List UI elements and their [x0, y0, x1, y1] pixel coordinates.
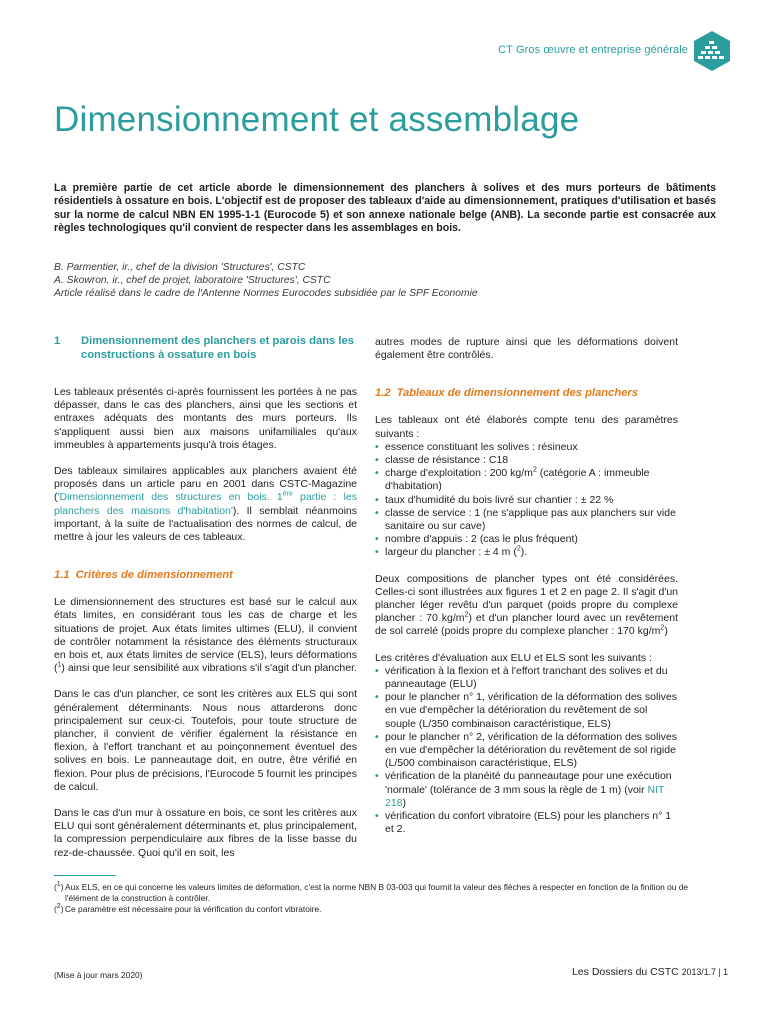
list-item: • nombre d'appuis : 2 (cas le plus fréquent) — [375, 533, 678, 546]
right-column — [375, 336, 678, 850]
footnote-divider — [54, 875, 116, 876]
section-number: 1.2 — [375, 387, 391, 400]
header-category: CT Gros œuvre et entreprise générale — [498, 44, 688, 56]
section-1-1-heading — [54, 568, 357, 582]
update-note: (Mise à jour mars 2020) — [54, 970, 143, 980]
footnote-ref[interactable]: 1 — [57, 661, 62, 669]
stacked-blocks-hexagon-icon — [694, 31, 730, 71]
funding-line: Article réalisé dans le cadre de l'Antenne Normes Eurocodes subsidiée par le SPF Economie — [54, 287, 478, 299]
body-paragraph: Deux compositions de plancher types ont été considérées. Celles-ci sont illustrées aux figures 1 et 2 en page 2. Il s'agit d'un plancher léger revêtu d'un parquet (poids propre du complexe plancher : 70 $kg/m^2$) et d'un plancher lourd avec un revêtement de sol carrelé (poids propre du complexe plancher : 170 $kg/m^2$) — [375, 572, 678, 638]
list-item: • vérification de la planéité du panneautage pour une exécution 'normale' (tolérance de 3 mm sous la règle de 1 m) (voir NIT 218) — [375, 770, 678, 810]
body-paragraph: Les tableaux présentés ci-après fournissent les portées à ne pas dépasser, dans le cas des planchers, ainsi que les sections et entraxes adéquats des montants des murs porteurs. Ils s'appliquent aussi bien aux maisons unifamiliales qu'aux immeubles à appartements jusqu'à trois étages. — [54, 386, 357, 451]
section-number: 1.1 — [54, 569, 70, 582]
list-item: • pour le plancher n° 1, vérification de la déformation des solives en vue d'empêcher la détérioration du revêtement de sol souple (L/350 combinaison caractéristique, ELS) — [375, 691, 678, 731]
intro-paragraph: La première partie de cet article aborde le dimensionnement des planchers à solives et des murs porteurs de bâtiments résidentiels à ossature en bois. L'objectif est de proposer des tableaux d'aide au dimensionnement, pratiques d'utilisation et basés sur la norme de calcul NBN EN 1995-1-1 (Eurocode 5) et son annexe nationale belge (ANB). La seconde partie est consacrée aux règles technologiques qu'il convient de respecter dans les assemblages en bois. — [54, 182, 716, 235]
footnote: ($^1$) Aux ELS, en ce qui concerne les valeurs limites de déformation, c'est la norme NBN B 03-003 qui fournit la valeur des flèches à respecter en fonction de la finition ou de l'élément de la construction à contrôler. — [54, 881, 689, 903]
nit-218-link[interactable]: NIT 218 — [385, 783, 665, 809]
list-item: • classe de service : 1 (ne s'applique pas aux planchers sur vide sanitaire ou sur cave) — [375, 507, 678, 533]
list-item: • vérification du confort vibratoire (ELS) pour les planchers n° 1 et 2. — [375, 810, 678, 836]
section-number: 1 — [54, 335, 61, 347]
footnotes — [54, 882, 714, 915]
section-title: Tableaux de dimensionnement des planchers — [396, 387, 638, 400]
list-item: • vérification à la flexion et à l'effort tranchant des solives et du panneautage (ELU) — [375, 665, 678, 691]
footnote: ($^2$) Ce paramètre est nécessaire pour la vérification du confort vibratoire. — [54, 903, 322, 914]
publication-footer — [572, 966, 728, 978]
section-1-2-heading — [375, 386, 678, 400]
list-item: • pour le plancher n° 2, vérification de la déformation des solives en vue d'empêcher la détérioration du revêtement de sol rigide (L/500 combinaison caractéristique, ELS) — [375, 731, 678, 771]
body-paragraph: Les tableaux ont été élaborés compte tenu des paramètres suivants : — [375, 414, 678, 440]
author-line: B. Parmentier, ir., chef de la division 'Structures', CSTC — [54, 262, 306, 273]
list-item: • largeur du plancher : ± 4 m ($^2$). — [375, 546, 678, 559]
list-item: • essence constituant les solives : résineux — [375, 441, 678, 454]
list-item: • charge d'exploitation : 200 $kg/m^2$ (catégorie A : immeuble d'habitation) — [375, 467, 678, 493]
section-title: Dimensionnement des planchers et parois dans les constructions à ossature en bois — [81, 335, 354, 361]
list-item: • classe de résistance : C18 — [375, 454, 678, 467]
body-paragraph: Dans le cas d'un plancher, ce sont les critères aux ELS qui sont généralement déterminants. Nous nous attarderons donc principalement sur ceux-ci. Toutefois, pour toute structure de plancher, il convient de vérifier également la résistance en flexion, à l'effort tranchant et au poinçonnement éventuel des solives en bois. Le panneautage doit, en outre, être vérifié en flexion. Pour plus de précisions, l'Eurocode 5 fournit les principes de calcul. — [54, 688, 357, 793]
left-column — [54, 334, 357, 860]
section-1-heading — [54, 334, 357, 362]
criteria-list — [375, 665, 678, 837]
list-item: • taux d'humidité du bois livré sur chantier : ± 22 % — [375, 494, 678, 507]
body-paragraph: Le dimensionnement des structures est basé sur le calcul aux états limites, en considérant tous les cas de charge et les situations de projet. Aux états limites ultimes (ELU), il convient de contrôler notamment la résistance des éléments structuraux en bois et, aux états limites de service (ELS), leurs déformations ($^1$) ainsi que leur sensibilité aux vibrations s'il s'agit d'un plancher. — [54, 596, 357, 675]
body-paragraph: Les critères d'évaluation aux ELU et ELS sont les suivants : — [375, 651, 652, 664]
author-line: A. Skowron, ir., chef de projet, laboratoire 'Structures', CSTC — [54, 274, 331, 286]
issue-page-number: 2013/1.7 | 1 — [681, 967, 728, 977]
body-paragraph: Des tableaux similaires applicables aux planchers avaient été proposés dans un article paru en 2001 dans CSTC-Magazine ('Dimensionnement des structures en bois. 1ère partie : les planchers des maisons d'habitation'). Il semblait néanmoins important, à la suite de l'actualisation des normes de calcul, de mettre à jour les valeurs de ces tableaux. — [54, 465, 357, 544]
body-paragraph: Dans le cas d'un mur à ossature en bois, ce sont les critères aux ELU qui sont généralement déterminants et, plus principalement, la compression perpendiculaire aux fibres de la lisse basse du rez-de-chaussée. Quoi qu'il en soit, les — [54, 807, 357, 859]
author-credits — [54, 262, 714, 300]
section-title: Critères de dimensionnement — [75, 569, 233, 582]
footnote-ref[interactable]: 2 — [516, 545, 521, 553]
parameter-list — [375, 441, 678, 560]
publication-name: Les Dossiers du CSTC — [571, 966, 679, 978]
body-paragraph: autres modes de rupture ainsi que les déformations doivent également être contrôlés. — [375, 336, 678, 362]
page-title: Dimensionnement et assemblage — [54, 100, 580, 139]
cstc-magazine-link[interactable]: 'Dimensionnement des structures en bois. 1ère partie : les planchers des maisons d'habitation' — [54, 490, 357, 517]
